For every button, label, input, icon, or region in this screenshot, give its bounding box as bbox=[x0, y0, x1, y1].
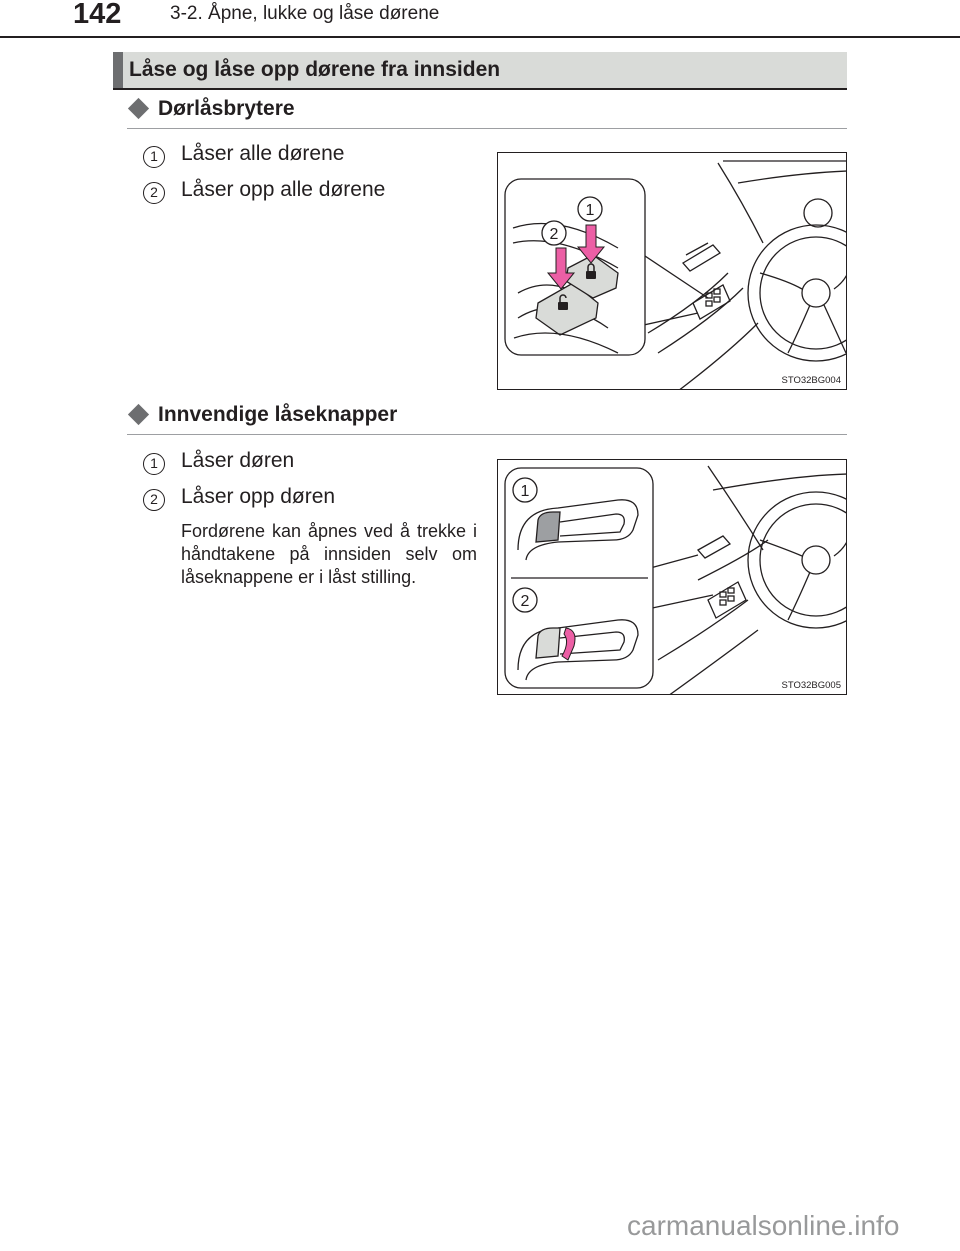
subheading-door-lock-switches bbox=[127, 97, 295, 121]
item-label: Låser opp alle dørene bbox=[181, 178, 386, 201]
subheading-inside-lock-buttons bbox=[127, 403, 397, 427]
number-2-icon: 2 bbox=[143, 182, 165, 204]
chapter-title: 3-2. Åpne, lukke og låse dørene bbox=[170, 3, 440, 24]
watermark-link[interactable]: carmanualsonline.info bbox=[627, 1210, 900, 1241]
inside-lock-button-illustration bbox=[498, 460, 847, 695]
subheading-text: Dørlåsbrytere bbox=[158, 97, 295, 120]
section-accent bbox=[113, 52, 123, 88]
number-2-icon: 2 bbox=[143, 489, 165, 511]
subheading-text: Innvendige låseknapper bbox=[158, 403, 398, 426]
callout-1-label: 1 bbox=[585, 202, 595, 219]
callout-1-label: 1 bbox=[520, 483, 530, 500]
subheading-rule bbox=[127, 128, 847, 129]
figure-code: STO32BG004 bbox=[781, 375, 841, 386]
item-label: Låser døren bbox=[181, 449, 295, 472]
callout-2-label: 2 bbox=[520, 593, 530, 610]
callout-2-label: 2 bbox=[549, 226, 559, 243]
page-number: 142 bbox=[73, 0, 122, 30]
door-lock-switch-illustration bbox=[498, 153, 847, 390]
item-label: Låser alle dørene bbox=[181, 142, 345, 165]
diamond-bullet-icon bbox=[128, 404, 149, 425]
header-rule bbox=[0, 36, 960, 38]
figure-code: STO32BG005 bbox=[781, 680, 841, 691]
diamond-bullet-icon bbox=[128, 98, 149, 119]
figure-door-lock-switch bbox=[497, 152, 847, 390]
note-text: Fordørene kan åpnes ved å trekke i håndtakene på innsiden selv om låseknappene er i låst stilling. bbox=[181, 521, 477, 587]
figure-inside-lock-button bbox=[497, 459, 847, 695]
section-title-bar bbox=[113, 52, 847, 90]
subheading-rule bbox=[127, 434, 847, 435]
item-label: Låser opp døren bbox=[181, 485, 336, 508]
section-title: Låse og låse opp dørene fra innsiden bbox=[129, 58, 501, 81]
number-1-icon: 1 bbox=[143, 146, 165, 168]
number-1-icon: 1 bbox=[143, 453, 165, 475]
